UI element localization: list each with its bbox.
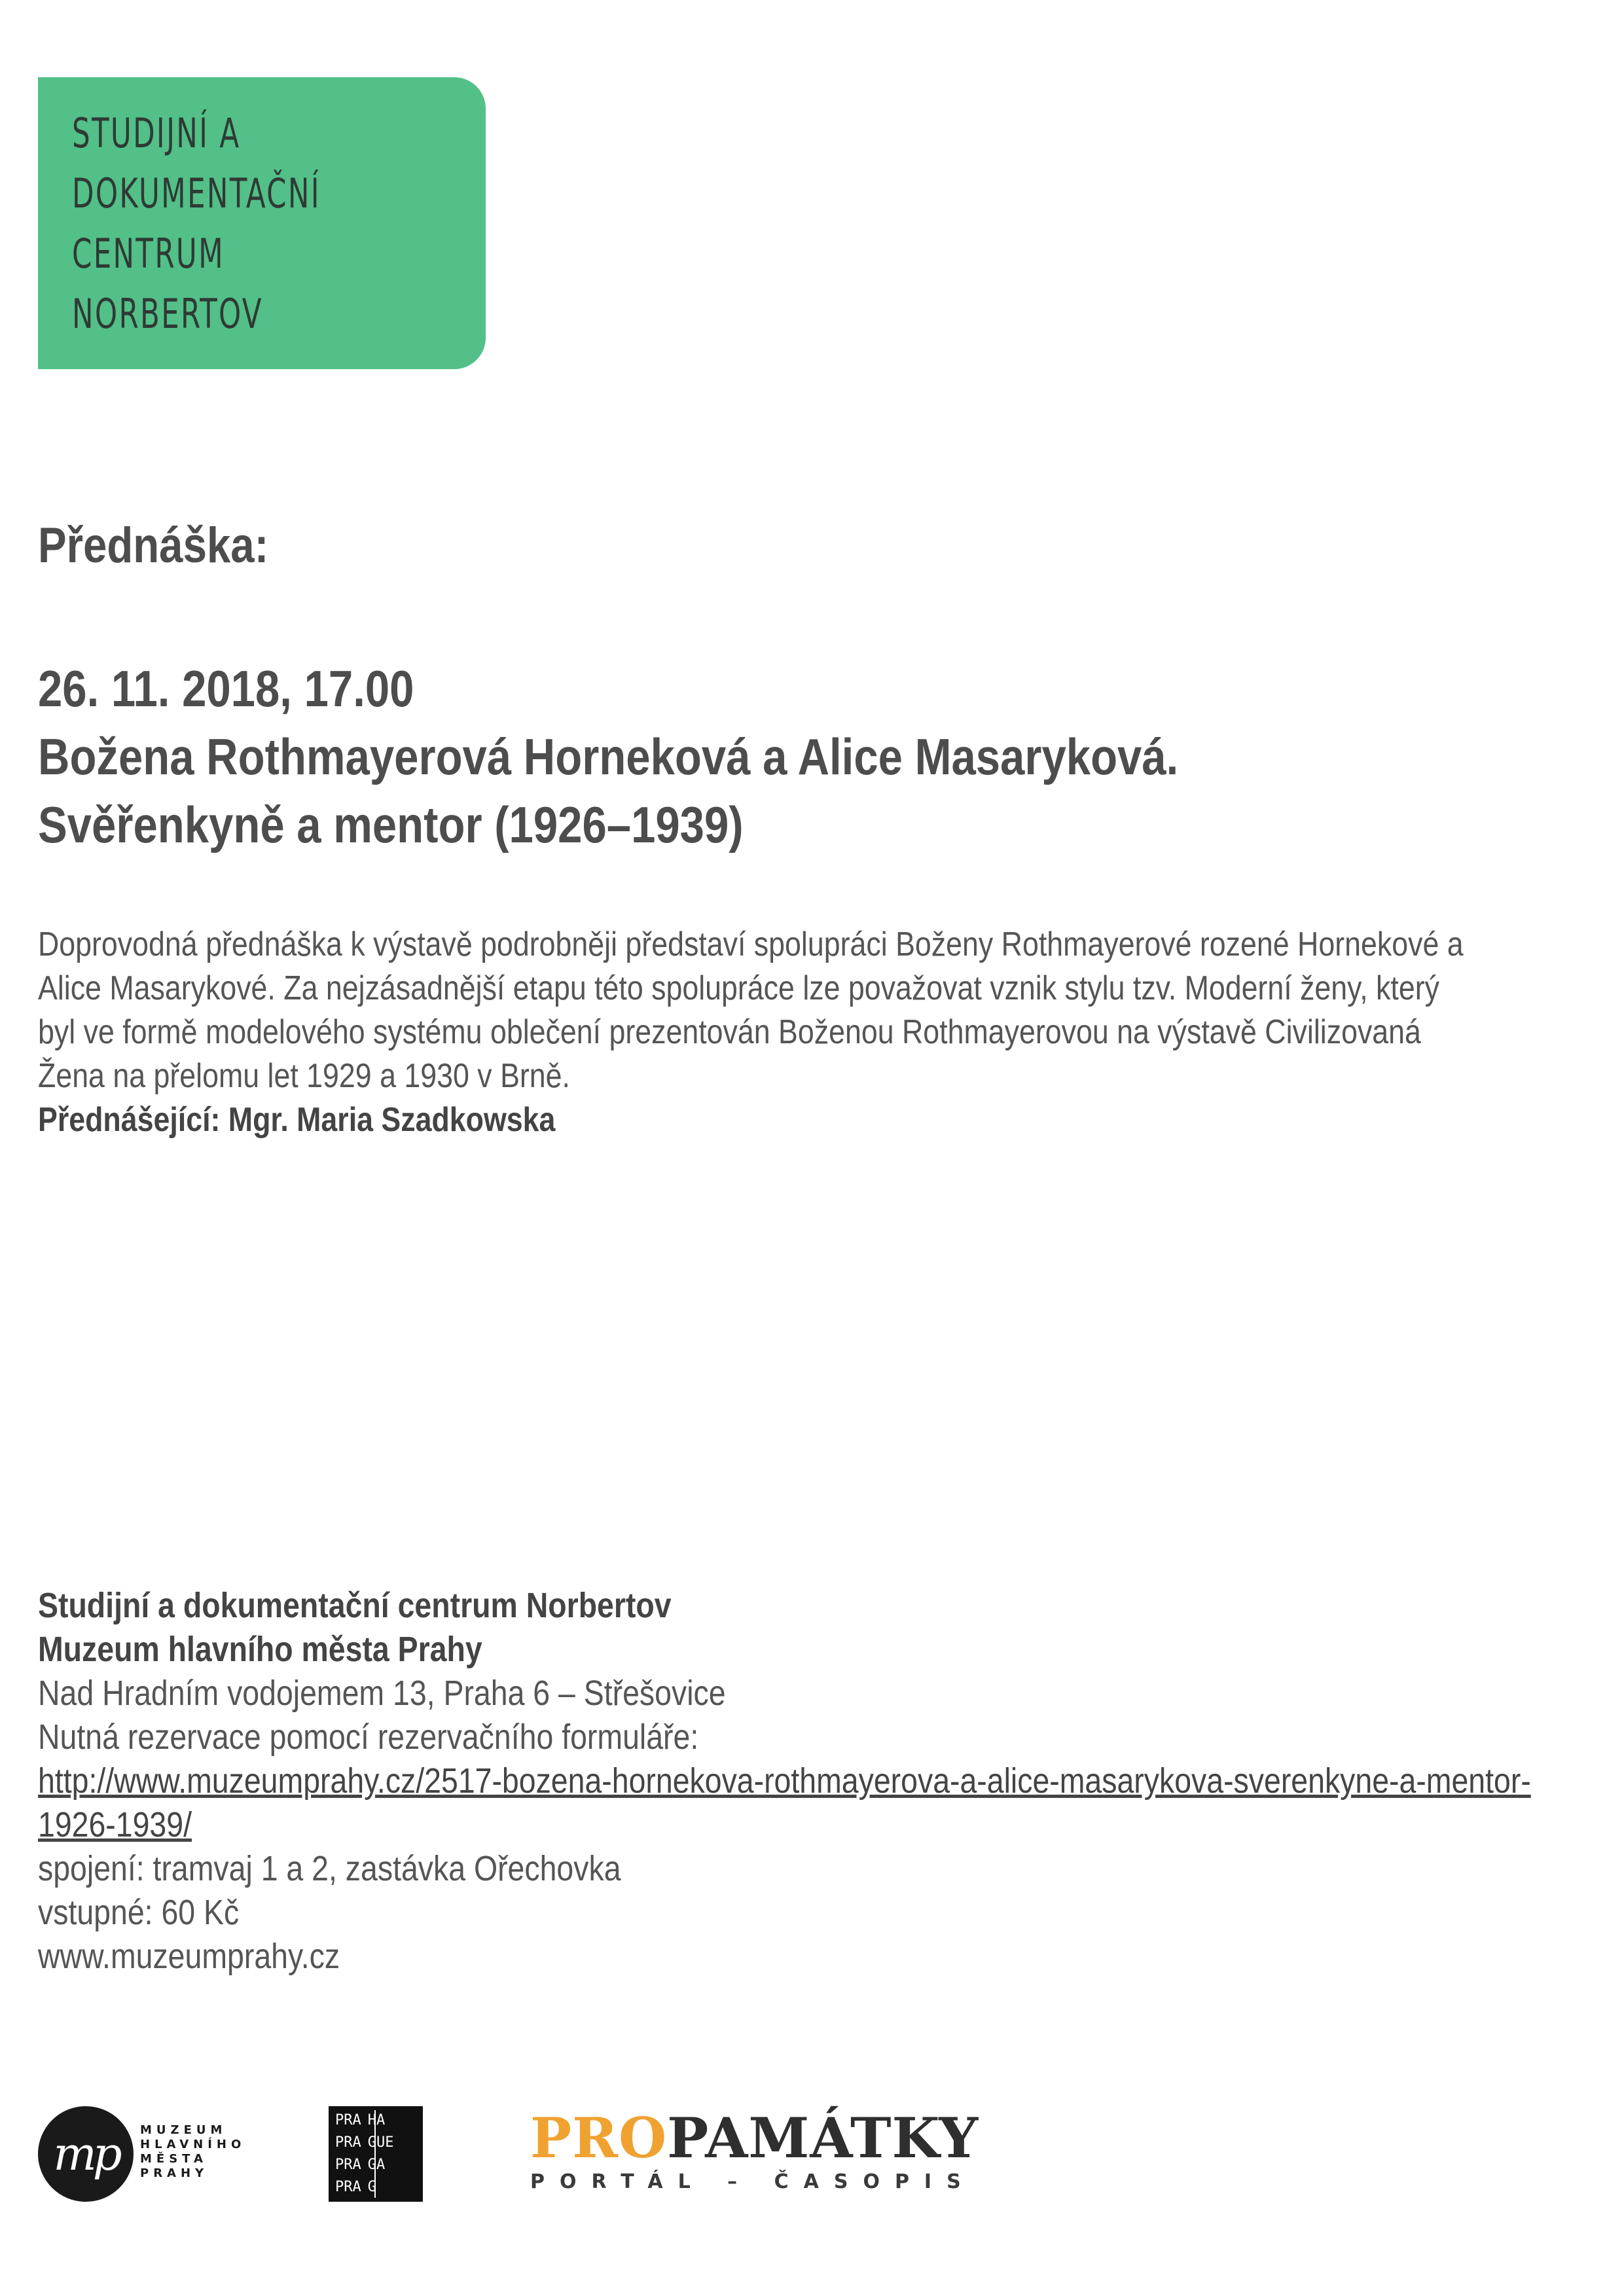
ppp-row [335,2132,394,2153]
sdc-norbertov-logo [38,77,486,369]
ppp-left: PRA [335,2134,361,2151]
ppp-row [335,2110,385,2131]
ppp-left: PRA [335,2112,361,2128]
praha-prague-logo [329,2106,423,2202]
event-date-time: 26. 11. 2018, 17.00 [38,660,414,717]
transport-info: spojení: tramvaj 1 a 2, zastávka Ořechovka [38,1849,621,1888]
ppp-right: G [367,2179,376,2195]
lecturer: Přednášející: Mgr. Maria Szadkowska [38,1101,556,1139]
event-description [38,923,1502,1142]
reservation-link-continued[interactable]: 1926-1939/ [38,1805,192,1844]
venue-info [38,1584,1614,1979]
mhmp-line: HLAVNÍHO [140,2138,246,2151]
mhmp-wordmark [140,2123,245,2181]
reservation-link[interactable]: http://www.muzeumprahy.cz/2517-bozena-hornekova-rothmayerova-a-alice-masarykova-sverenkyne-a-mentor- [38,1761,1531,1801]
logo-line: DOKUMENTAČNÍ [72,170,321,217]
mhmp-monogram: mp [38,2106,134,2202]
admission-price: vstupné: 60 Kč [38,1893,240,1932]
reservation-note: Nutná rezervace pomocí rezervačního formuláře: [38,1717,699,1757]
event-type-label [38,517,306,574]
mhmp-line: PRAHY [140,2166,209,2180]
museum-name: Muzeum hlavního města Prahy [38,1630,482,1669]
event-title-block [38,655,1364,859]
event-type-text: Přednáška: [38,518,269,573]
ppp-left: PRA [335,2179,361,2195]
website-link[interactable]: www.muzeumprahy.cz [38,1937,340,1976]
mhmp-line: MĚSTA [140,2152,208,2166]
muzeum-prahy-logo [38,2106,274,2204]
propamatky-wordmark [530,2106,988,2170]
address: Nad Hradním vodojemem 13, Praha 6 – Střešovice [38,1674,726,1713]
propamatky-logo [530,2106,988,2193]
logo-text [72,103,321,344]
org-name: Studijní a dokumentační centrum Norbertov [38,1586,672,1625]
ppp-right: GA [367,2157,386,2173]
event-title-line-1: Božena Rothmayerová Horneková a Alice Masaryková. [38,728,1179,785]
logo-line: CENTRUM [72,230,225,278]
event-title-line-2: Svěřenkyně a mentor (1926–1939) [38,796,744,853]
ppp-row [335,2155,385,2176]
description-line: Doprovodná přednáška k výstavě podrobněji představí spolupráci Boženy Rothmayerové rozené Hornekové a [38,925,1464,963]
logo-line: STUDIJNÍ A [72,109,241,157]
logo-line: NORBERTOV [72,290,263,338]
ppp-right: GUE [367,2134,394,2151]
ppp-left: PRA [335,2157,361,2173]
propamatky-pro: PRO [530,2106,668,2170]
propamatky-subtitle: PORTÁL – ČASOPIS [530,2170,976,2193]
description-line: Alice Masarykové. Za nejzásadnější etapu této spolupráce lze považovat vznik stylu tzv. Moderní ženy, který [38,969,1439,1007]
description-line: Žena na přelomu let 1929 a 1930 v Brně. [38,1057,570,1095]
ppp-row [335,2177,376,2198]
mhmp-line: MUZEUM [140,2123,227,2137]
propamatky-pamatky: PAMÁTKY [667,2106,979,2170]
description-line: byl ve formě modelového systému oblečení prezentován Boženou Rothmayerovou na výstavě Civilizovaná [38,1013,1421,1051]
ppp-right: HA [367,2112,386,2128]
